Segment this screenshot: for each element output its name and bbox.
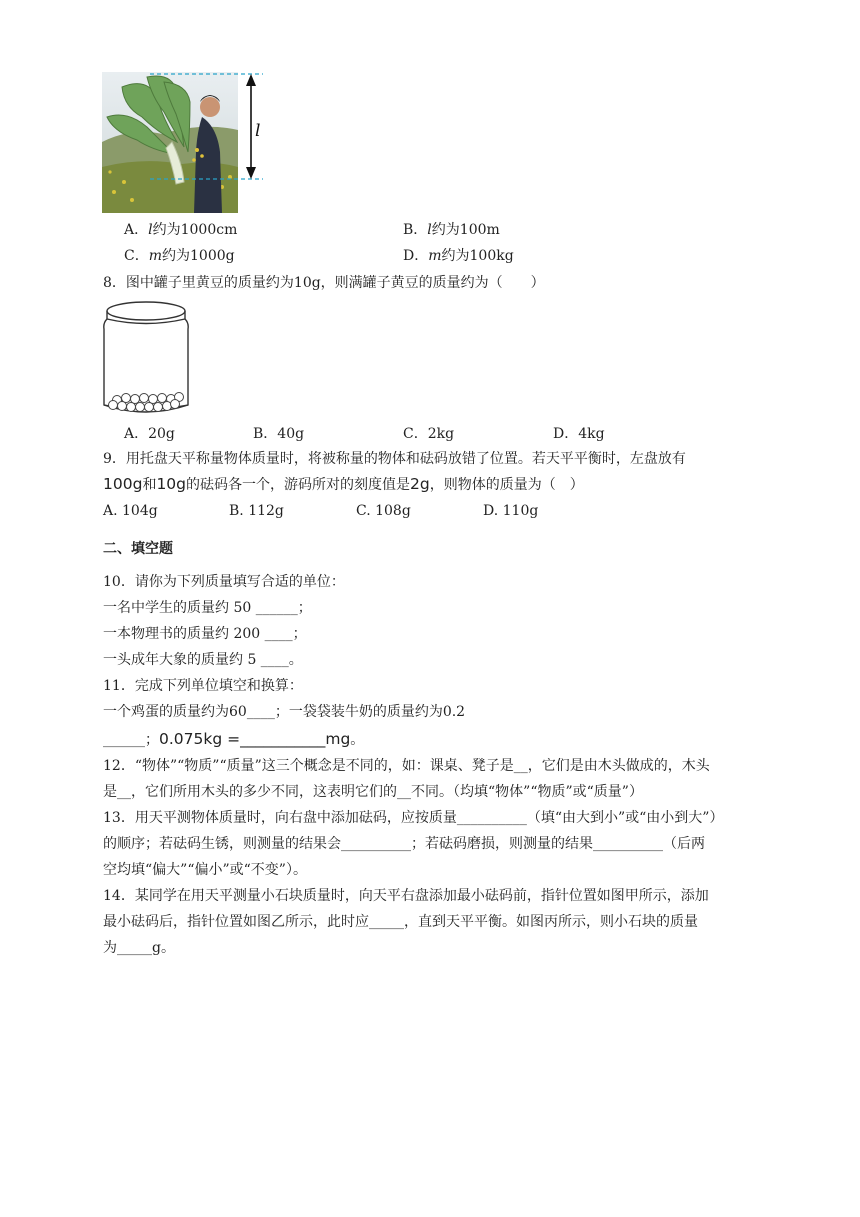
- q10-line-2: 一本物理书的质量约 200 ____；: [103, 626, 307, 642]
- q12-line-1: 12．“物体”“物质”“质量”这三个概念是不同的，如：课桌、凳子是__，它们是由木头做成的，木头: [103, 758, 710, 774]
- q8-option-a[interactable]: A．20g: [124, 426, 175, 442]
- q8-option-d[interactable]: D．4kg: [553, 426, 605, 442]
- q8-option-c[interactable]: C．2kg: [403, 426, 455, 442]
- q14-line-3: 为_____g。: [103, 940, 175, 956]
- dimension-label: l: [255, 121, 261, 141]
- q13-line-3: 空均填“偏大”“偏小”或“不变”）。: [103, 862, 307, 878]
- q11-line-2: ______；0.075kg =___________mg。: [103, 730, 365, 748]
- q10-line-3: 一头成年大象的质量约 5 ____。: [103, 652, 303, 668]
- q9-stem-line1: 9．用托盘天平称量物体质量时，将被称量的物体和砝码放错了位置。若天平平衡时，左盘放有: [103, 451, 686, 467]
- q14-line-2: 最小砝码后，指针位置如图乙所示，此时应_____，直到天平平衡。如图丙所示，则小石块的质量: [103, 914, 698, 930]
- q9-stem-line2: 100g和10g的砝码各一个，游码所对的刻度值是2g，则物体的质量为（ ）: [103, 475, 584, 493]
- q14-line-1: 14．某同学在用天平测量小石块质量时，向天平右盘添加最小砝码前，指针位置如图甲所示，添加: [103, 888, 709, 904]
- q9-option-b[interactable]: B. 112g: [229, 503, 284, 519]
- q8-option-b[interactable]: B．40g: [253, 426, 305, 442]
- q9-option-c[interactable]: C. 108g: [356, 503, 411, 519]
- section-heading-fill-in: 二、填空题: [103, 541, 173, 557]
- q10-stem: 10．请你为下列质量填写合适的单位：: [103, 574, 345, 590]
- q9-option-a[interactable]: A. 104g: [103, 503, 158, 519]
- soybean-jar-figure: [100, 297, 192, 419]
- q11-line-1: 一个鸡蛋的质量约为60____；一袋袋装牛奶的质量约为0.2: [103, 704, 466, 720]
- q8-stem: 8．图中罐子里黄豆的质量约为10g，则满罐子黄豆的质量约为（ ）: [103, 275, 545, 291]
- q7-option-a[interactable]: A．l约为1000cm: [124, 222, 238, 238]
- length-dimension-arrow: [145, 70, 270, 185]
- q9-option-d[interactable]: D. 110g: [483, 503, 539, 519]
- q11-stem: 11．完成下列单位填空和换算：: [103, 678, 303, 694]
- q7-option-d[interactable]: D．m约为100kg: [403, 248, 514, 264]
- q13-line-2: 的顺序；若砝码生锈，则测量的结果会__________；若砝码磨损，则测量的结果__________（后两: [103, 836, 705, 852]
- q7-option-c[interactable]: C．m约为1000g: [124, 248, 235, 264]
- q13-line-1: 13．用天平测物体质量时，向右盘中添加砝码，应按质量__________（填“由大到小”或“由小到大”）: [103, 810, 724, 826]
- q7-option-b[interactable]: B．l约为100m: [403, 222, 500, 238]
- q12-line-2: 是__，它们所用木头的多少不同，这表明它们的__不同。（均填“物体”“物质”或“质量”）: [103, 784, 643, 800]
- q10-line-1: 一名中学生的质量约 50 ______；: [103, 600, 312, 616]
